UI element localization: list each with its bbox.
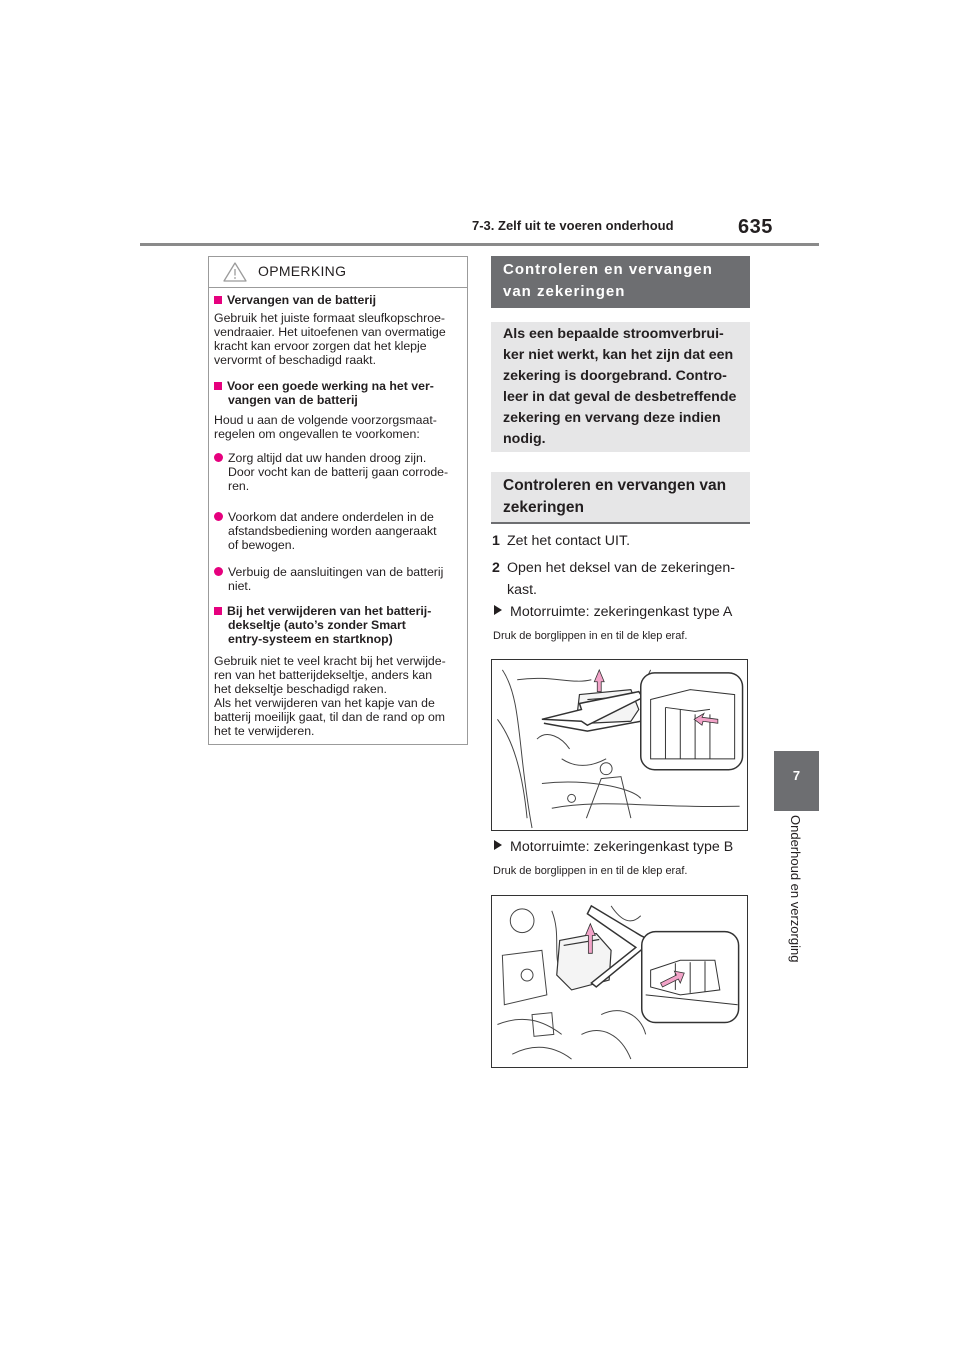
round-bullet-icon	[214, 512, 223, 521]
option-type-a: Motorruimte: zekeringenkast type A	[494, 602, 732, 622]
fuse-box-type-a-illustration	[491, 659, 748, 831]
notice-title: OPMERKING	[258, 263, 347, 279]
chapter-label	[788, 815, 804, 985]
round-bullet-icon	[214, 567, 223, 576]
section-header: 7-3. Zelf uit te voeren onderhoud	[472, 218, 674, 233]
arrow-bullet-icon	[494, 605, 502, 615]
square-bullet-icon	[214, 382, 222, 390]
caption-type-b: Druk de borglippen in en til de klep eraf.	[493, 865, 688, 877]
round-bullet-icon	[214, 453, 223, 462]
chapter-number: 7	[792, 768, 801, 783]
intro-text: Als een bepaalde stroomverbrui- ker niet werkt, kan het zijn dat een zekering is doorgebrand. Contro- leer in dat geval de desbetreffende zekering en vervang deze indien nodig.	[503, 326, 737, 447]
page-number: 635	[738, 216, 773, 238]
notice-paragraph-1: Gebruik het juiste formaat sleufkopschroe- vendraaier. Het uitoefenen van overmatige kracht kan ervoor zorgen dat het klepje vervormt of beschadigd raakt.	[214, 311, 446, 367]
option-type-b: Motorruimte: zekeringenkast type B	[494, 837, 733, 857]
step-2-continued: kast.	[507, 582, 537, 598]
notice-bullet-2: Voorkom dat andere onderdelen in de afstandsbediening worden aangeraakt of bewogen.	[214, 510, 462, 552]
notice-heading-battery-replace: Vervangen van de batterij	[214, 293, 460, 307]
square-bullet-icon	[214, 296, 222, 304]
header-divider	[140, 243, 819, 246]
subsection-title: Controleren en vervangen van zekeringen	[503, 477, 727, 516]
arrow-bullet-icon	[494, 840, 502, 850]
fuse-box-type-b-illustration	[491, 895, 748, 1068]
square-bullet-icon	[214, 607, 222, 615]
caption-type-a: Druk de borglippen in en til de klep eraf.	[493, 630, 688, 642]
notice-heading-after-replace: Voor een goede werking na het ver- vangen van de batterij	[214, 379, 460, 407]
notice-bullet-3: Verbuig de aansluitingen van de batterij niet.	[214, 565, 462, 593]
chapter-label-text: Onderhoud en verzorging	[788, 815, 803, 963]
notice-paragraph-2: Houd u aan de volgende voorzorgsmaat- regelen om ongevallen te voorkomen:	[214, 413, 437, 441]
notice-paragraph-3: Gebruik niet te veel kracht bij het verwijde- ren van het batterijdekseltje, anders kan het dekseltje beschadigd raken. Als het verwijderen van het kapje van de batterij moeilijk gaat, til dan de rand op om het te verwijderen.	[214, 654, 446, 738]
notice-bullet-1: Zorg altijd dat uw handen droog zijn. Door vocht kan de batterij gaan corrode- ren.	[214, 451, 462, 493]
step-1: 1 Zet het contact UIT.	[492, 533, 631, 549]
warning-triangle-icon	[223, 262, 247, 282]
step-2: 2 Open het deksel van de zekeringen-	[492, 560, 735, 576]
section-title: Controleren en vervangen van zekeringen	[503, 261, 713, 300]
notice-heading-remove-cover: Bij het verwijderen van het batterij- dekseltje (auto’s zonder Smart entry-systeem en startknop)	[214, 604, 460, 646]
